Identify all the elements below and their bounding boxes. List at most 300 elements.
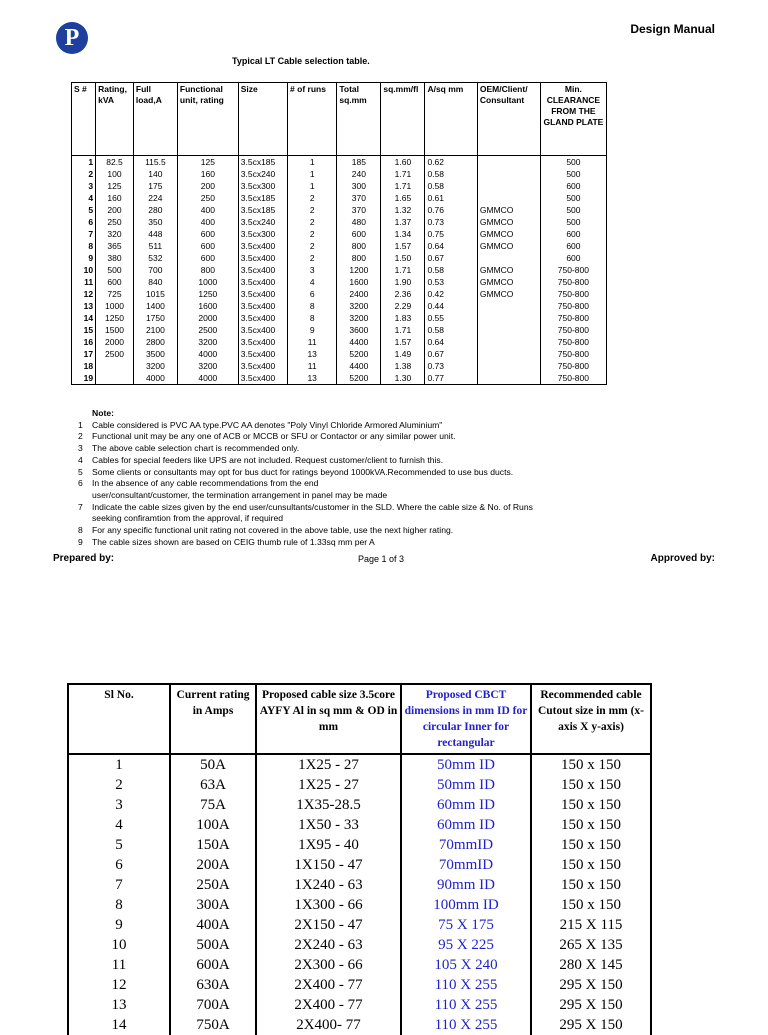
table-cell: 370 — [337, 192, 381, 204]
note-text: For any specific functional unit rating not covered in the above table, use the next higher rating. — [92, 525, 454, 536]
table-cell: 3.5cx400 — [238, 240, 287, 252]
note-number — [78, 513, 92, 525]
table-cell: 500 — [96, 264, 134, 276]
table-cell: 1 — [72, 156, 96, 169]
table-cell: 500 — [540, 192, 606, 204]
table-cell — [477, 372, 540, 385]
cbct-col-header: Proposed cable size 3.5core AYFY Al in sq mm & OD in mm — [256, 684, 401, 754]
table-cell: 2000 — [96, 336, 134, 348]
table-cell: 3200 — [177, 360, 238, 372]
table-cell: 3200 — [133, 360, 177, 372]
table-cell: 2400 — [337, 288, 381, 300]
table-cell: 11 — [288, 360, 337, 372]
lt-col-header: Min. CLEARANCE FROM THE GLAND PLATE — [540, 83, 606, 156]
table-cell: 2 — [72, 168, 96, 180]
table-cell: 3.5cx400 — [238, 372, 287, 385]
table-cell: 2X400 - 77 — [256, 975, 401, 995]
table-cell: 0.73 — [425, 360, 477, 372]
table-cell: 150A — [170, 835, 256, 855]
table-cell: 9 — [72, 252, 96, 264]
table-cell: 750-800 — [540, 312, 606, 324]
note-item — [78, 478, 718, 490]
note-text: seeking confiramtion from the approval, if required — [92, 513, 284, 524]
lt-col-header: Size — [238, 83, 287, 156]
table-cell: 750-800 — [540, 360, 606, 372]
table-cell: 500 — [540, 216, 606, 228]
cbct-col-header: Sl No. — [68, 684, 170, 754]
lt-table-title: Typical LT Cable selection table. — [232, 56, 370, 66]
table-cell: 750-800 — [540, 264, 606, 276]
table-cell: 750-800 — [540, 288, 606, 300]
table-cell: 4400 — [337, 360, 381, 372]
table-cell: 750-800 — [540, 348, 606, 360]
table-cell: 3.5cx400 — [238, 336, 287, 348]
table-cell: 1000 — [177, 276, 238, 288]
table-cell: 1.50 — [381, 252, 425, 264]
table-cell: 1.71 — [381, 324, 425, 336]
table-cell: 2 — [68, 775, 170, 795]
notes-title: Note: — [92, 408, 114, 418]
table-row — [68, 795, 651, 815]
company-logo: P — [56, 22, 88, 54]
note-number: 2 — [78, 431, 83, 442]
table-cell: 1.71 — [381, 264, 425, 276]
table-row — [72, 312, 607, 324]
table-cell: 511 — [133, 240, 177, 252]
lt-col-header: Rating, kVA — [96, 83, 134, 156]
note-number — [78, 490, 92, 502]
table-cell — [477, 300, 540, 312]
table-cell: 320 — [96, 228, 134, 240]
note-number: 9 — [78, 536, 83, 547]
table-cell: 10 — [68, 935, 170, 955]
table-cell: 13 — [72, 300, 96, 312]
table-row — [72, 360, 607, 372]
table-cell: 1.71 — [381, 168, 425, 180]
table-cell: 2.29 — [381, 300, 425, 312]
table-cell: 9 — [288, 324, 337, 336]
table-row — [68, 754, 651, 775]
table-cell: 110 X 255 — [401, 995, 531, 1015]
table-cell: 11 — [72, 276, 96, 288]
table-cell: 500 — [540, 168, 606, 180]
note-number: 4 — [78, 454, 83, 465]
table-cell — [477, 168, 540, 180]
table-cell: 3.5cx185 — [238, 192, 287, 204]
table-cell: 200A — [170, 855, 256, 875]
table-cell: 2500 — [96, 348, 134, 360]
table-cell: 1600 — [177, 300, 238, 312]
table-cell: 6 — [68, 855, 170, 875]
table-cell: 100 — [96, 168, 134, 180]
table-cell: 1 — [288, 156, 337, 169]
table-cell: 2.36 — [381, 288, 425, 300]
table-cell: 1.30 — [381, 372, 425, 385]
table-cell: 0.58 — [425, 264, 477, 276]
table-cell: 1000 — [96, 300, 134, 312]
table-cell: 0.53 — [425, 276, 477, 288]
table-cell: 11 — [68, 955, 170, 975]
table-cell: 2000 — [177, 312, 238, 324]
table-row — [68, 915, 651, 935]
table-cell: 600A — [170, 955, 256, 975]
note-item — [78, 455, 718, 467]
table-cell — [477, 252, 540, 264]
table-cell: 0.42 — [425, 288, 477, 300]
table-cell: 1X25 - 27 — [256, 754, 401, 775]
table-cell: 2500 — [177, 324, 238, 336]
table-cell: 70mmID — [401, 855, 531, 875]
table-cell: 3.5cx400 — [238, 300, 287, 312]
table-cell: 2 — [288, 192, 337, 204]
table-cell: 0.44 — [425, 300, 477, 312]
table-cell: 1250 — [177, 288, 238, 300]
lt-table-header-row — [72, 83, 607, 156]
table-cell: 90mm ID — [401, 875, 531, 895]
table-cell: 750-800 — [540, 300, 606, 312]
table-cell: 800 — [337, 240, 381, 252]
table-cell: 3 — [68, 795, 170, 815]
table-cell: 160 — [177, 168, 238, 180]
table-cell: 4 — [288, 276, 337, 288]
note-text: Functional unit may be any one of ACB or MCCB or SFU or Contactor or any similar power unit. — [92, 431, 456, 442]
table-cell: 600 — [96, 276, 134, 288]
table-cell: 2X400 - 77 — [256, 995, 401, 1015]
table-cell: 185 — [337, 156, 381, 169]
table-cell: 0.58 — [425, 168, 477, 180]
note-text: Some clients or consultants may opt for bus duct for ratings beyond 1000kVA.Recommended to use bus ducts. — [92, 466, 514, 477]
table-cell: 3.5cx240 — [238, 168, 287, 180]
table-cell: 12 — [68, 975, 170, 995]
table-cell: 1250 — [96, 312, 134, 324]
table-cell: 1500 — [96, 324, 134, 336]
table-row — [72, 228, 607, 240]
table-row — [72, 372, 607, 385]
table-cell: 3.5cx185 — [238, 156, 287, 169]
table-cell: 150 x 150 — [531, 855, 651, 875]
table-row — [68, 815, 651, 835]
table-cell: 150 x 150 — [531, 875, 651, 895]
table-cell: 3.5cx400 — [238, 360, 287, 372]
table-cell: 750-800 — [540, 324, 606, 336]
table-cell: 350 — [133, 216, 177, 228]
table-cell: 295 X 150 — [531, 975, 651, 995]
table-cell: 75 X 175 — [401, 915, 531, 935]
table-row — [68, 895, 651, 915]
table-cell: 8 — [288, 300, 337, 312]
note-text: The cable sizes shown are based on CEIG thumb rule of 1.33sq mm per A — [92, 536, 375, 547]
table-cell: 12 — [72, 288, 96, 300]
table-cell: 100A — [170, 815, 256, 835]
cbct-col-header: Recommended cable Cutout size in mm (x-axis X y-axis) — [531, 684, 651, 754]
lt-col-header: A/sq mm — [425, 83, 477, 156]
table-row — [68, 995, 651, 1015]
table-cell: 15 — [72, 324, 96, 336]
table-cell: 3 — [288, 264, 337, 276]
table-cell: 3.5cx300 — [238, 180, 287, 192]
table-cell: 0.73 — [425, 216, 477, 228]
table-row — [68, 775, 651, 795]
table-cell: 13 — [288, 348, 337, 360]
table-cell: 800 — [337, 252, 381, 264]
note-item — [78, 502, 718, 514]
table-cell: 0.58 — [425, 180, 477, 192]
table-row — [68, 1015, 651, 1035]
table-cell: 8 — [288, 312, 337, 324]
table-cell: 700A — [170, 995, 256, 1015]
table-cell: 295 X 150 — [531, 1015, 651, 1035]
table-cell: 150 x 150 — [531, 895, 651, 915]
table-cell: 300A — [170, 895, 256, 915]
table-cell: 5200 — [337, 348, 381, 360]
note-item — [78, 513, 718, 525]
note-number: 1 — [78, 419, 83, 430]
table-cell: 1.34 — [381, 228, 425, 240]
table-cell: GMMCO — [477, 288, 540, 300]
table-cell: 2 — [288, 240, 337, 252]
table-cell: 4000 — [177, 372, 238, 385]
table-cell: 600 — [177, 228, 238, 240]
prepared-by-label: Prepared by: — [53, 553, 115, 564]
table-cell: 3.5cx240 — [238, 216, 287, 228]
table-row — [72, 252, 607, 264]
table-cell: 600 — [177, 240, 238, 252]
table-cell: 400A — [170, 915, 256, 935]
lt-cable-selection-table — [71, 82, 607, 385]
table-cell: 3200 — [337, 300, 381, 312]
table-cell: 4000 — [133, 372, 177, 385]
lt-col-header: S # — [72, 83, 96, 156]
table-cell: 1X150 - 47 — [256, 855, 401, 875]
table-cell: 2X300 - 66 — [256, 955, 401, 975]
lt-col-header: sq.mm/fl — [381, 83, 425, 156]
table-cell: 4 — [68, 815, 170, 835]
table-cell: 60mm ID — [401, 795, 531, 815]
table-cell: GMMCO — [477, 264, 540, 276]
table-cell: 1.90 — [381, 276, 425, 288]
table-cell: 750-800 — [540, 276, 606, 288]
table-cell: 1200 — [337, 264, 381, 276]
table-row — [72, 288, 607, 300]
table-cell: 3.5cx400 — [238, 264, 287, 276]
table-cell: 750-800 — [540, 336, 606, 348]
table-cell: 1X95 - 40 — [256, 835, 401, 855]
table-cell: 0.62 — [425, 156, 477, 169]
table-cell: GMMCO — [477, 276, 540, 288]
table-cell: 265 X 135 — [531, 935, 651, 955]
table-cell: 750A — [170, 1015, 256, 1035]
table-cell: 0.77 — [425, 372, 477, 385]
table-cell — [477, 336, 540, 348]
table-cell: 17 — [72, 348, 96, 360]
note-text: Cable considered is PVC AA type.PVC AA denotes "Poly Vinyl Chloride Armored Aluminium" — [92, 419, 443, 430]
table-cell: 82.5 — [96, 156, 134, 169]
table-cell: 380 — [96, 252, 134, 264]
table-cell: 150 x 150 — [531, 754, 651, 775]
table-cell: 250A — [170, 875, 256, 895]
table-cell — [96, 360, 134, 372]
table-cell: 5 — [68, 835, 170, 855]
table-cell: 50mm ID — [401, 754, 531, 775]
table-row — [72, 336, 607, 348]
table-row — [72, 168, 607, 180]
table-cell: 1.83 — [381, 312, 425, 324]
table-cell: 2100 — [133, 324, 177, 336]
table-cell: 200 — [96, 204, 134, 216]
table-cell: 532 — [133, 252, 177, 264]
table-cell: 1 — [288, 180, 337, 192]
table-row — [72, 216, 607, 228]
table-cell: 2 — [288, 204, 337, 216]
table-cell: GMMCO — [477, 216, 540, 228]
note-text: Cables for special feeders like UPS are not included. Request customer/client to furnish this. — [92, 454, 444, 465]
table-cell: 295 X 150 — [531, 995, 651, 1015]
table-cell: 14 — [72, 312, 96, 324]
table-cell: 3.5cx400 — [238, 288, 287, 300]
table-cell: 2800 — [133, 336, 177, 348]
table-cell: 3 — [72, 180, 96, 192]
table-cell: 70mmID — [401, 835, 531, 855]
table-cell: 1.32 — [381, 204, 425, 216]
table-cell: 0.61 — [425, 192, 477, 204]
table-cell: 600 — [337, 228, 381, 240]
note-item — [78, 537, 718, 549]
notes-section — [78, 408, 718, 548]
table-cell: 3200 — [177, 336, 238, 348]
table-cell: 110 X 255 — [401, 1015, 531, 1035]
lt-col-header: Full load,A — [133, 83, 177, 156]
table-cell: 13 — [288, 372, 337, 385]
table-cell: 3.5cx300 — [238, 228, 287, 240]
note-number: 7 — [78, 501, 83, 512]
table-cell: 3.5cx400 — [238, 324, 287, 336]
table-cell: 600 — [540, 180, 606, 192]
table-cell: 700 — [133, 264, 177, 276]
table-cell: 370 — [337, 204, 381, 216]
table-cell: 2 — [288, 252, 337, 264]
table-cell: 95 X 225 — [401, 935, 531, 955]
note-text: The above cable selection chart is recommended only. — [92, 443, 300, 454]
table-cell: 1X25 - 27 — [256, 775, 401, 795]
table-cell: 3.5cx400 — [238, 276, 287, 288]
table-row — [72, 180, 607, 192]
table-cell: 150 x 150 — [531, 835, 651, 855]
table-cell — [477, 348, 540, 360]
table-cell: 5 — [72, 204, 96, 216]
cbct-table-body — [68, 754, 651, 1035]
table-cell: 0.75 — [425, 228, 477, 240]
note-item — [78, 443, 718, 455]
table-cell: 115.5 — [133, 156, 177, 169]
table-cell: 0.64 — [425, 336, 477, 348]
note-text: In the absence of any cable recommendations from the end — [92, 478, 319, 489]
table-cell: 750-800 — [540, 372, 606, 385]
table-cell: 400 — [177, 216, 238, 228]
table-cell: 125 — [96, 180, 134, 192]
note-number: 3 — [78, 443, 83, 454]
table-cell: 14 — [68, 1015, 170, 1035]
page-number: Page 1 of 3 — [358, 554, 405, 564]
table-cell: 1 — [288, 168, 337, 180]
table-cell: 1 — [68, 754, 170, 775]
table-cell: 3.5cx400 — [238, 312, 287, 324]
cbct-table-header-row — [68, 684, 651, 754]
table-cell: 500 — [540, 156, 606, 169]
table-cell: 8 — [68, 895, 170, 915]
table-row — [72, 156, 607, 169]
note-text: Indicate the cable sizes given by the end user/cunsultants/customer in the SLD. Where the cable size & No. of Runs — [92, 501, 533, 512]
note-item — [78, 525, 718, 537]
table-cell: 4 — [72, 192, 96, 204]
table-cell: 4000 — [177, 348, 238, 360]
table-cell: 16 — [72, 336, 96, 348]
table-cell: 1.65 — [381, 192, 425, 204]
table-row — [68, 855, 651, 875]
table-cell: 4400 — [337, 336, 381, 348]
table-cell: 1X300 - 66 — [256, 895, 401, 915]
table-row — [68, 975, 651, 995]
table-row — [68, 935, 651, 955]
note-item — [78, 490, 718, 502]
note-number: 5 — [78, 466, 83, 477]
note-item — [78, 420, 718, 432]
table-cell: 3.5cx185 — [238, 204, 287, 216]
table-cell — [96, 372, 134, 385]
table-cell — [477, 156, 540, 169]
table-cell: 2X400- 77 — [256, 1015, 401, 1035]
note-item — [78, 431, 718, 443]
table-cell: 1.37 — [381, 216, 425, 228]
table-cell: 150 x 150 — [531, 795, 651, 815]
table-cell: 1X50 - 33 — [256, 815, 401, 835]
table-row — [68, 955, 651, 975]
table-cell: 7 — [72, 228, 96, 240]
table-row — [72, 264, 607, 276]
table-cell: 400 — [177, 204, 238, 216]
table-row — [72, 276, 607, 288]
table-cell: 600 — [540, 228, 606, 240]
document-header-title: Design Manual — [630, 22, 715, 36]
table-cell: 480 — [337, 216, 381, 228]
table-cell: 3.5cx400 — [238, 348, 287, 360]
table-row — [72, 204, 607, 216]
table-cell: GMMCO — [477, 240, 540, 252]
table-cell: 9 — [68, 915, 170, 935]
table-cell: 1015 — [133, 288, 177, 300]
table-cell: 280 — [133, 204, 177, 216]
table-cell: 175 — [133, 180, 177, 192]
note-text: user/consultant/customer, the termination arrangement in panel may be made — [92, 489, 388, 500]
table-cell: 3600 — [337, 324, 381, 336]
table-cell: 50A — [170, 754, 256, 775]
table-cell: 3200 — [337, 312, 381, 324]
lt-col-header: Functional unit, rating — [177, 83, 238, 156]
cbct-col-header: Current rating in Amps — [170, 684, 256, 754]
table-cell: 1X35-28.5 — [256, 795, 401, 815]
table-cell: 105 X 240 — [401, 955, 531, 975]
table-cell: 1.71 — [381, 180, 425, 192]
table-cell: 10 — [72, 264, 96, 276]
table-cell: 1.49 — [381, 348, 425, 360]
table-cell — [477, 324, 540, 336]
cbct-col-header: Proposed CBCT dimensions in mm ID for circular Inner for rectangular — [401, 684, 531, 754]
table-cell: 1400 — [133, 300, 177, 312]
table-cell: 7 — [68, 875, 170, 895]
table-cell: 6 — [288, 288, 337, 300]
table-cell: 6 — [72, 216, 96, 228]
table-cell: 13 — [68, 995, 170, 1015]
lt-col-header: OEM/Client/ Consultant — [477, 83, 540, 156]
